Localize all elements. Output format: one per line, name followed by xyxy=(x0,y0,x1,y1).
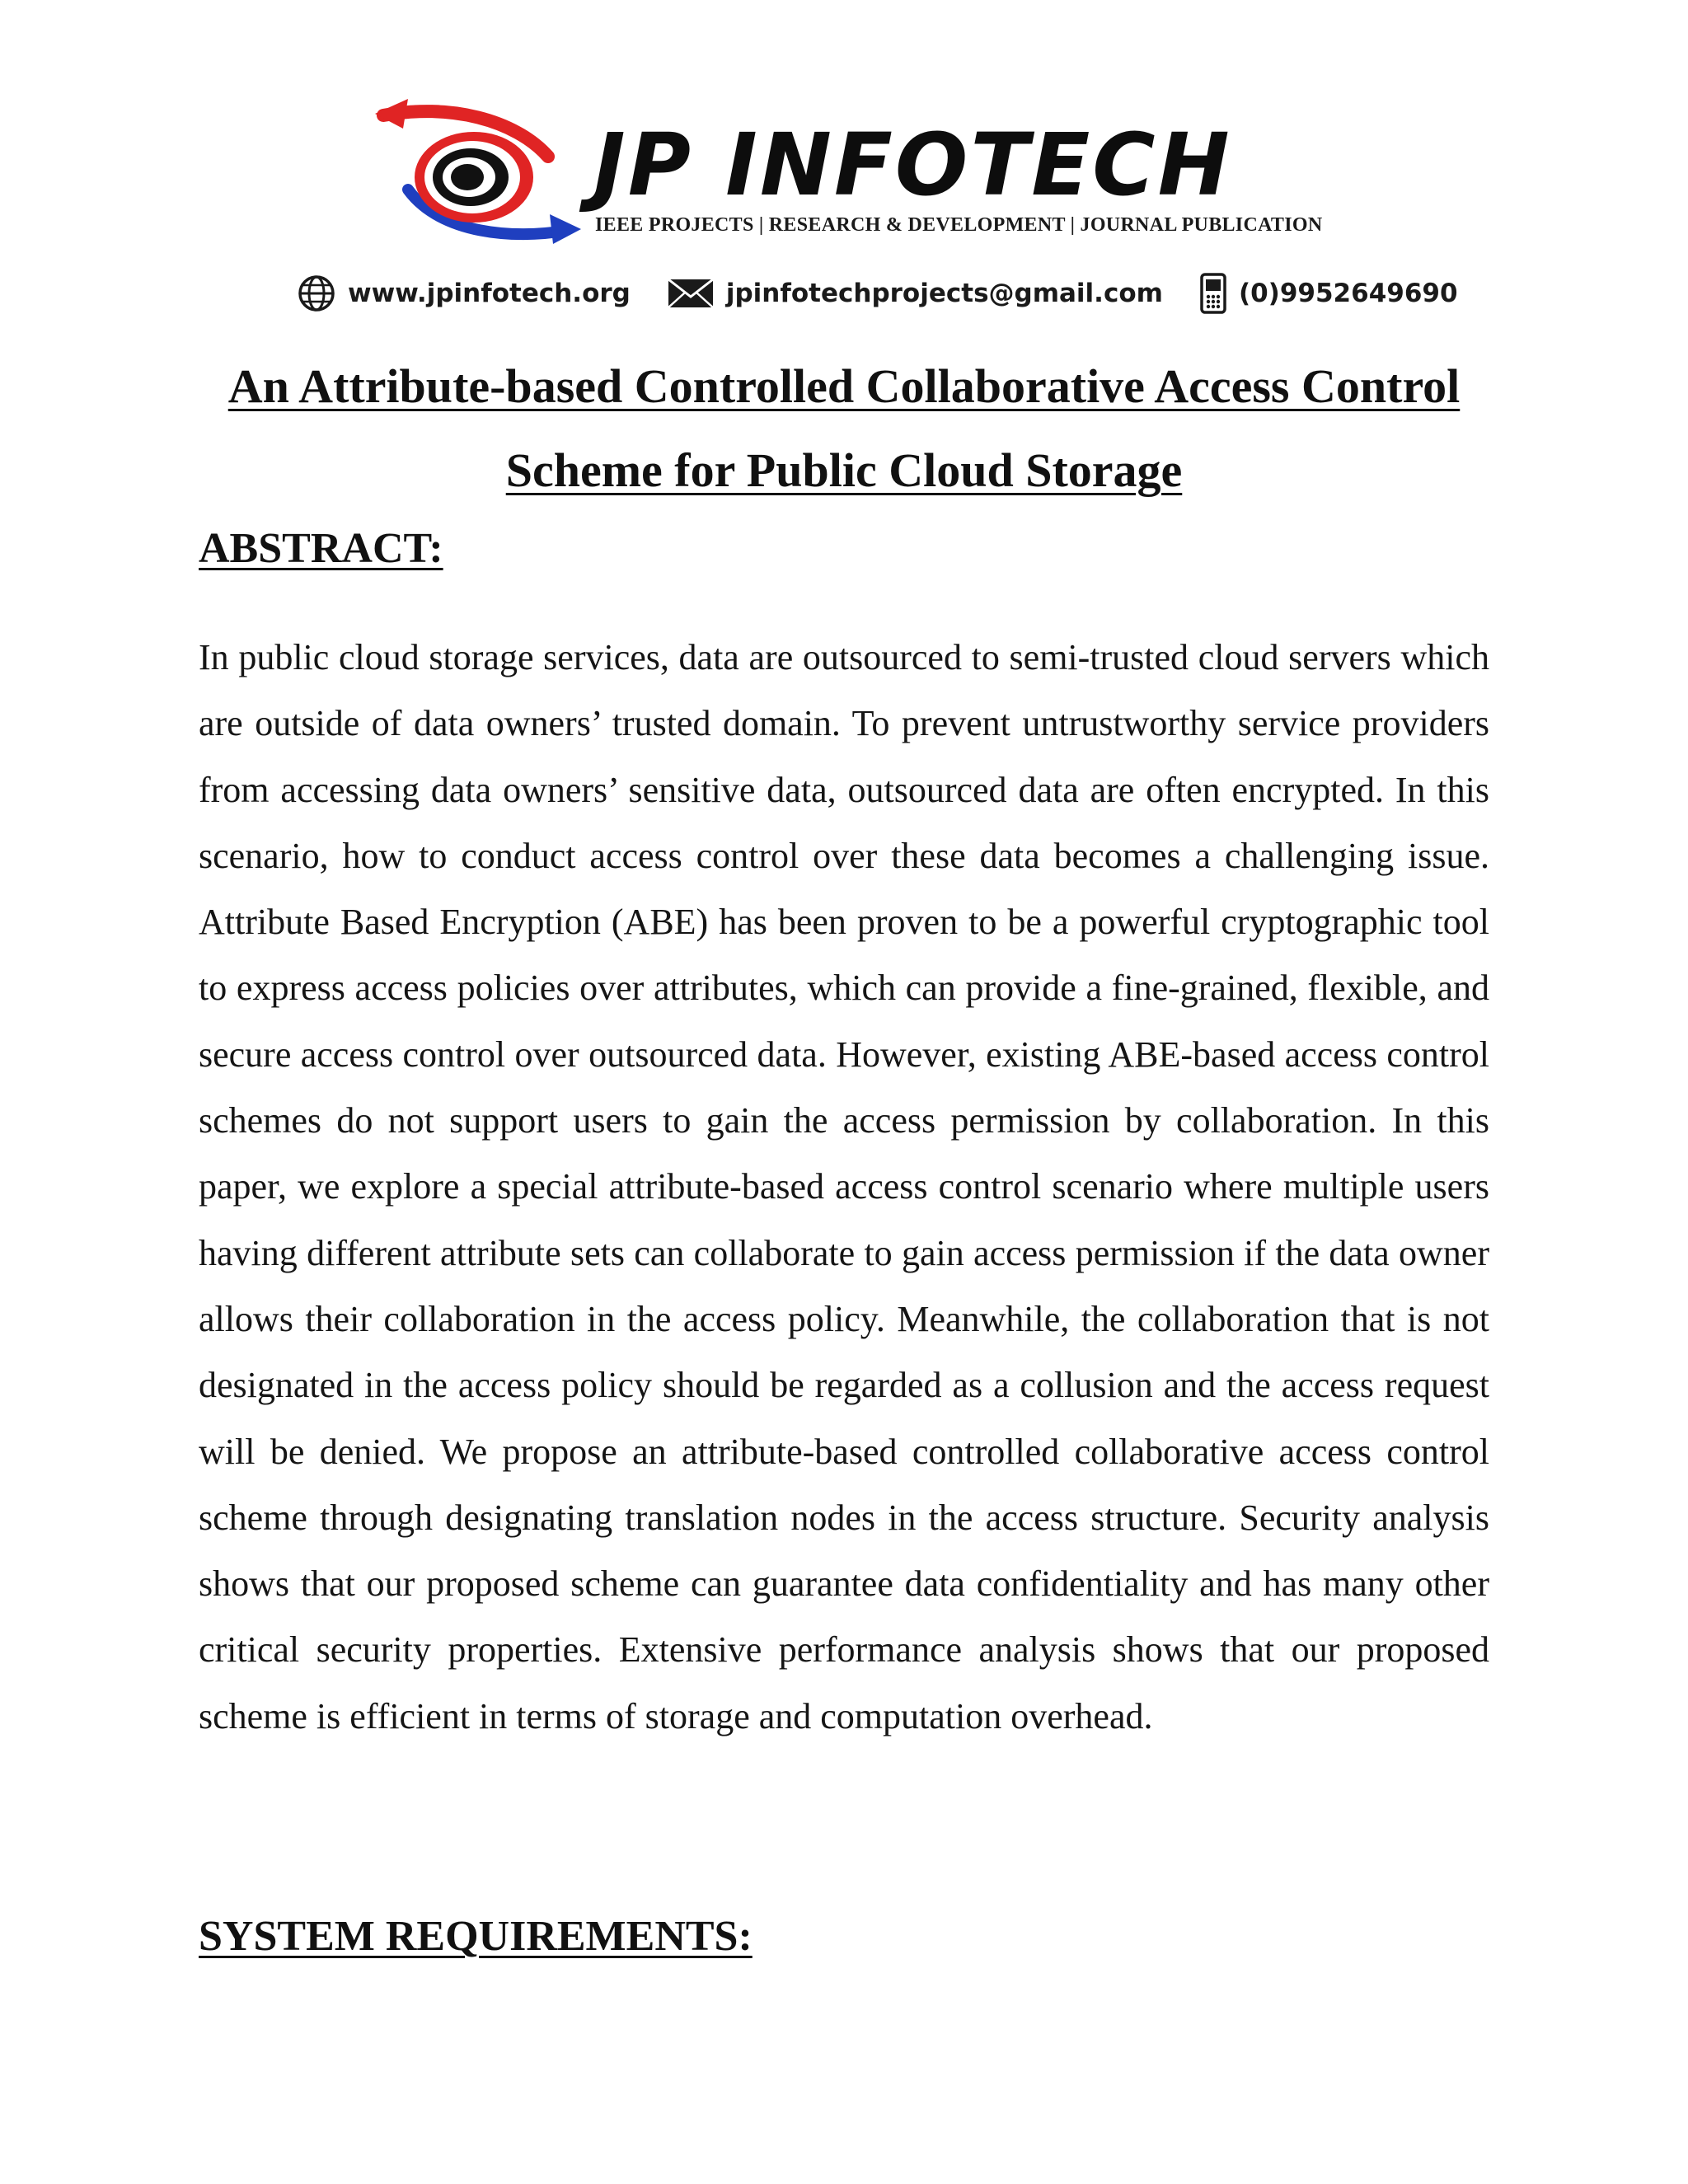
brand-tagline: IEEE PROJECTS | RESEARCH & DEVELOPMENT | JOURNAL PUBLICATION xyxy=(595,214,1323,236)
letterhead xyxy=(0,91,1688,338)
contact-website[interactable] xyxy=(297,274,631,313)
contact-row xyxy=(297,270,1458,316)
abstract-heading: ABSTRACT: xyxy=(199,525,443,572)
title-line-1: An Attribute-based Controlled Collaborative Access Control xyxy=(227,359,1461,413)
contact-phone[interactable] xyxy=(1199,273,1458,314)
email-text: jpinfotechprojects@gmail.com xyxy=(725,279,1163,308)
contact-email[interactable] xyxy=(667,277,1163,310)
mobile-phone-icon xyxy=(1199,273,1227,314)
brand-name: JP INFOTECH xyxy=(593,115,1232,215)
title-line-2: Scheme for Public Cloud Storage xyxy=(505,443,1183,497)
phone-text: (0)9952649690 xyxy=(1238,279,1458,308)
globe-icon xyxy=(297,274,336,313)
system-requirements-heading: SYSTEM REQUIREMENTS: xyxy=(199,1913,753,1960)
swirl-eye-logo-icon xyxy=(375,99,581,247)
envelope-icon xyxy=(667,277,715,310)
document-title xyxy=(165,344,1523,513)
abstract-paragraph: In public cloud storage services, data are outsourced to semi-trusted cloud servers which are outside of data owners’ trusted domain. To prevent untrustworthy service providers from accessing data owners’ sensitive data, outsourced data are often encrypted. In this scenario, how to conduct access control over these data becomes a challenging issue. Attribute Based Encryption (ABE) has been proven to be a powerful cryptographic tool to express access policies over attributes, which can provide a fine-grained, flexible, and secure access control over outsourced data. However, existing ABE-based access control schemes do not support users to gain the access permission by collaboration. In this paper, we explore a special attribute-based access control scenario where multiple users having different attribute sets can collaborate to gain access permission if the data owner allows their collaboration in the access policy. Meanwhile, the collaboration that is not designated in the access policy should be regarded as a collusion and the access request will be denied. We propose an attribute-based controlled collaborative access control scheme through designating translation nodes in the access structure. Security analysis shows that our proposed scheme can guarantee data confidentiality and has many other critical security properties. Extensive performance analysis shows that our proposed scheme is efficient in terms of storage and computation overhead. xyxy=(199,637,1489,1736)
website-text: www.jpinfotech.org xyxy=(348,279,631,308)
